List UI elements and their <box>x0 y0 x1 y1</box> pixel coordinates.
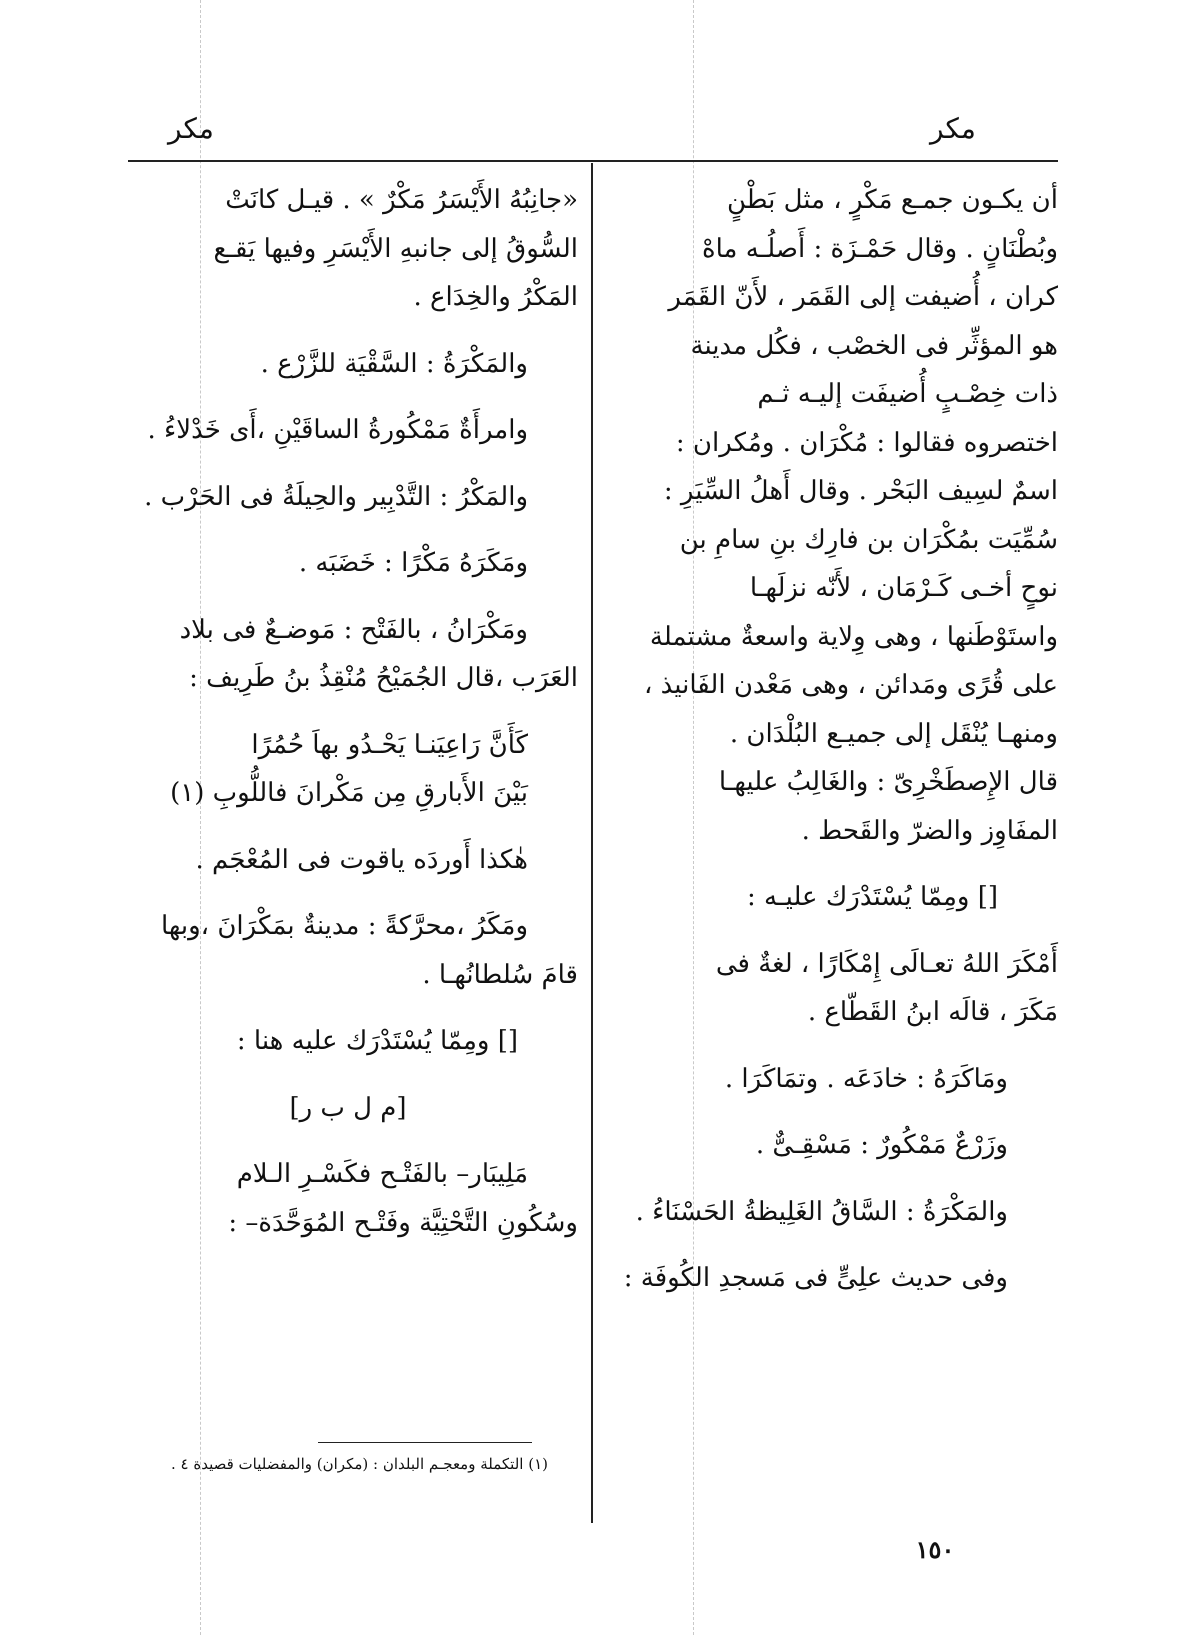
spacer <box>612 855 1058 873</box>
text-line: السُّوقُ إلى جانبهِ الأَيْسَرِ وفيها يَقـع <box>213 233 578 264</box>
text-line: وبُطْنَانٍ . وقال حَمْـزَة : أَصلُـه ماهْ <box>701 233 1058 264</box>
running-head-right: مكر <box>930 112 976 145</box>
spacer <box>612 1170 1058 1188</box>
entry-heading: [م ل ب ر] <box>289 1092 407 1123</box>
text-line: هو المؤثِّر فى الخصْب ، فكُل مدينة <box>690 330 1058 361</box>
spacer <box>612 922 1058 940</box>
text-line: هٰكذا أَوردَه ياقوت فى المُعْجَم . <box>195 844 528 875</box>
text-line: أَمْكَرَ اللهُ تعـالَى إِمْكَارًا ، لغةٌ فى <box>715 948 1058 979</box>
column-divider <box>591 163 593 1523</box>
text-line: وامرأَةٌ مَمْكُورةُ الساقَيْنِ ،أَى خَدْلاءُ . <box>147 415 528 445</box>
text-line: والمَكْرُ : التَّدْبِير والحِيلَةُ فى الحَرْب . <box>144 481 528 512</box>
text-line: «جانِبُهُ الأَيْسَرُ مَكْرٌ » . قيـل كانَتْ <box>225 185 578 215</box>
text-line: ومنهـا يُنْقَل إلى جميـع البُلْدَان . <box>729 718 1058 749</box>
spacer <box>118 1132 578 1150</box>
verse-line: بَيْنَ الأَبارقِ مِن مَكْرانَ فاللُّوبِ (١) <box>170 778 528 808</box>
text-line: ذات خِصْـبٍ أُضيفَت إليـه ثـم <box>757 379 1058 409</box>
spacer <box>118 818 578 836</box>
section-marker-line: [] ومِمّا يُسْتَدْرَك عليـه : <box>747 882 998 912</box>
text-line: والمَكْرَةُ : السَّقْيَة للزَّرْع . <box>260 348 528 379</box>
text-line: العَرَب ،قال الجُمَيْحُ مُنْقِذُ بنُ طَرِيف : <box>189 663 578 693</box>
text-line: ومَكَرَهُ مَكْرًا : خَضَبَه . <box>298 548 528 578</box>
verse-line: كَأَنَّ رَاعِيَنـا يَحْـدُو بهاَ حُمُرًا <box>251 729 528 760</box>
text-line: والمَكْرَةُ : السَّاقُ الغَلِيظةُ الحَسْنَاءُ . <box>635 1196 1008 1227</box>
text-line: على قُرًى ومَدائن ، وهى مَعْدن الفَانيذ ، <box>643 670 1058 700</box>
text-line: المفَاوِز والضرّ والقَحط . <box>801 815 1058 846</box>
running-head-left: مكر <box>168 112 214 145</box>
spacer <box>612 1103 1058 1121</box>
text-line: وزَرْعٌ مَمْكُورٌ : مَسْقِـىٌّ . <box>755 1130 1008 1160</box>
left-column <box>118 176 578 1247</box>
text-line: قامَ سُلطانُهـا . <box>422 959 578 990</box>
text-line: ومَكَرُ ،محرَّكةً : مدينةٌ بمَكْرَانَ ،وبها <box>160 911 528 941</box>
text-line: وفى حديث علِىٍّ فى مَسجدِ الكُوفَة : <box>623 1263 1008 1293</box>
text-line: أن يكـون جمـع مَكْرٍ ، مثل بَطْنٍ <box>726 185 1058 215</box>
spacer <box>118 521 578 539</box>
spacer <box>118 322 578 340</box>
spacer <box>118 1066 578 1084</box>
spacer <box>118 455 578 473</box>
right-column <box>612 176 1058 1303</box>
header-rule <box>128 160 1058 162</box>
text-line: اختصروه فقالوا : مُكْرَان . ومُكران : <box>675 427 1058 458</box>
spacer <box>612 1037 1058 1055</box>
text-line: قال الإِصطَخْرِىّ : والغَالِبُ عليهـا <box>718 767 1058 797</box>
text-line: سُمِّيَت بمُكْرَان بن فارِك بنِ سامِ بن <box>679 524 1058 555</box>
spacer <box>612 1236 1058 1254</box>
text-line: المَكْرُ والخِدَاع . <box>413 282 578 312</box>
text-line: مَكَرَ ، قالَه ابنُ القَطّاع . <box>807 997 1058 1027</box>
text-line: وسُكُونِ التَّحْتِيَّة وفَتْـح المُوَحَّدَة– : <box>228 1207 578 1238</box>
spacer <box>118 388 578 406</box>
page-number: ١٥٠ <box>915 1535 955 1564</box>
text-line: كران ، أُضيفت إلى القَمَر ، لأَنّ القَمَر <box>668 282 1058 312</box>
spacer <box>118 588 578 606</box>
spacer <box>118 703 578 721</box>
text-line: ومَاكَرَهُ : خادَعَه . وتمَاكَرَا . <box>724 1063 1008 1094</box>
text-line: مَلِيبَار– بالفَتْـح فكَسْـرِ الـلام <box>236 1159 528 1189</box>
text-line: واستَوْطَنها ، وهى وِلاية واسعةٌ مشتملة <box>649 621 1058 652</box>
spacer <box>118 884 578 902</box>
footnote-rule <box>318 1442 532 1443</box>
text-line: اسمٌ لسِيف البَحْر . وقال أَهلُ السِّيَرِ : <box>663 476 1058 506</box>
text-line: ومَكْرَانُ ، بالفَتْح : مَوضـعٌ فى بلاد <box>179 614 528 645</box>
spacer <box>118 999 578 1017</box>
text-line: نوحٍ أخـى كَـرْمَان ، لأَنّه نزلَهـا <box>749 573 1058 603</box>
footnote: (١) التكملة ومعجـم البلدان : (مكران) والمفضليات قصيدة ٤ . <box>170 1455 548 1473</box>
section-marker-line: [] ومِمّا يُسْتَدْرَك عليه هنا : <box>236 1026 518 1056</box>
